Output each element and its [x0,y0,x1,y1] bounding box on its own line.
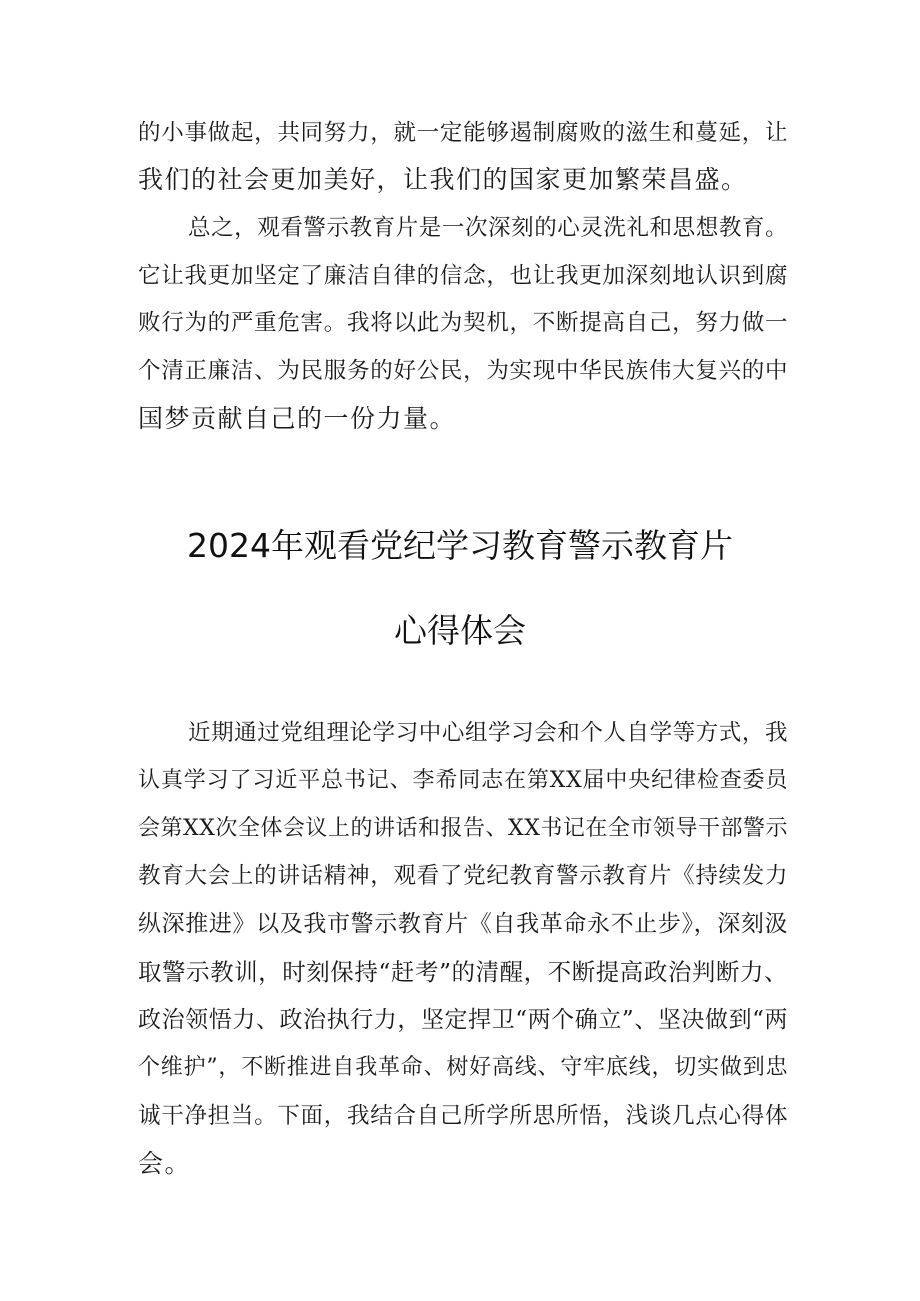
article-title-line-1: 2024年观看党纪学习教育警示教育片 [187,526,733,565]
body-text-line: 会第XX次全体会议上的讲话和报告、XX书记在全市领导干部警示 [138,816,788,841]
body-text-line: 教育大会上的讲话精神，观看了党纪教育警示教育片《持续发力 [138,863,788,889]
body-text-line: 近期通过党组理论学习中心组学习会和个人自学等方式，我 [188,720,788,746]
body-text-line: 纵深推进》以及我市警示教育片《自我革命永不止步》，深刻汲 [138,911,788,937]
body-text-line: 认真学习了习近平总书记、李希同志在第XX届中央纪律检查委员 [138,768,788,793]
body-text-line: 它让我更加坚定了廉洁自律的信念，也让我更加深刻地认识到腐 [138,263,788,289]
body-text-line: 个清正廉洁、为民服务的好公民，为实现中华民族伟大复兴的中 [138,358,788,384]
body-text-line: 个维护”，不断推进自我革命、树好高线、守牢底线，切实做到忠 [138,1055,788,1080]
body-text-line: 我们的社会更加美好，让我们的国家更加繁荣昌盛。 [138,165,748,194]
article-title-line-2: 心得体会 [394,611,526,650]
body-text-line: 败行为的严重危害。我将以此为契机，不断提高自己，努力做一 [138,310,788,336]
body-text-line: 会。 [138,1149,192,1178]
body-text-line: 国梦贡献自己的一份力量。 [138,404,457,433]
body-text-line: 取警示教训，时刻保持“赶考”的清醒，不断提高政治判断力、 [138,958,788,986]
body-text-line: 的小事做起，共同努力，就一定能够遏制腐败的滋生和蔓延，让 [138,120,788,146]
body-text-line: 政治领悟力、政治执行力，坚定捍卫“两个确立”、坚决做到“两 [138,1007,788,1033]
body-text-line: 诚干净担当。下面，我结合自己所学所思所悟，浅谈几点心得体 [138,1103,788,1129]
body-text-line: 总之，观看警示教育片是一次深刻的心灵洗礼和思想教育。 [188,215,788,241]
